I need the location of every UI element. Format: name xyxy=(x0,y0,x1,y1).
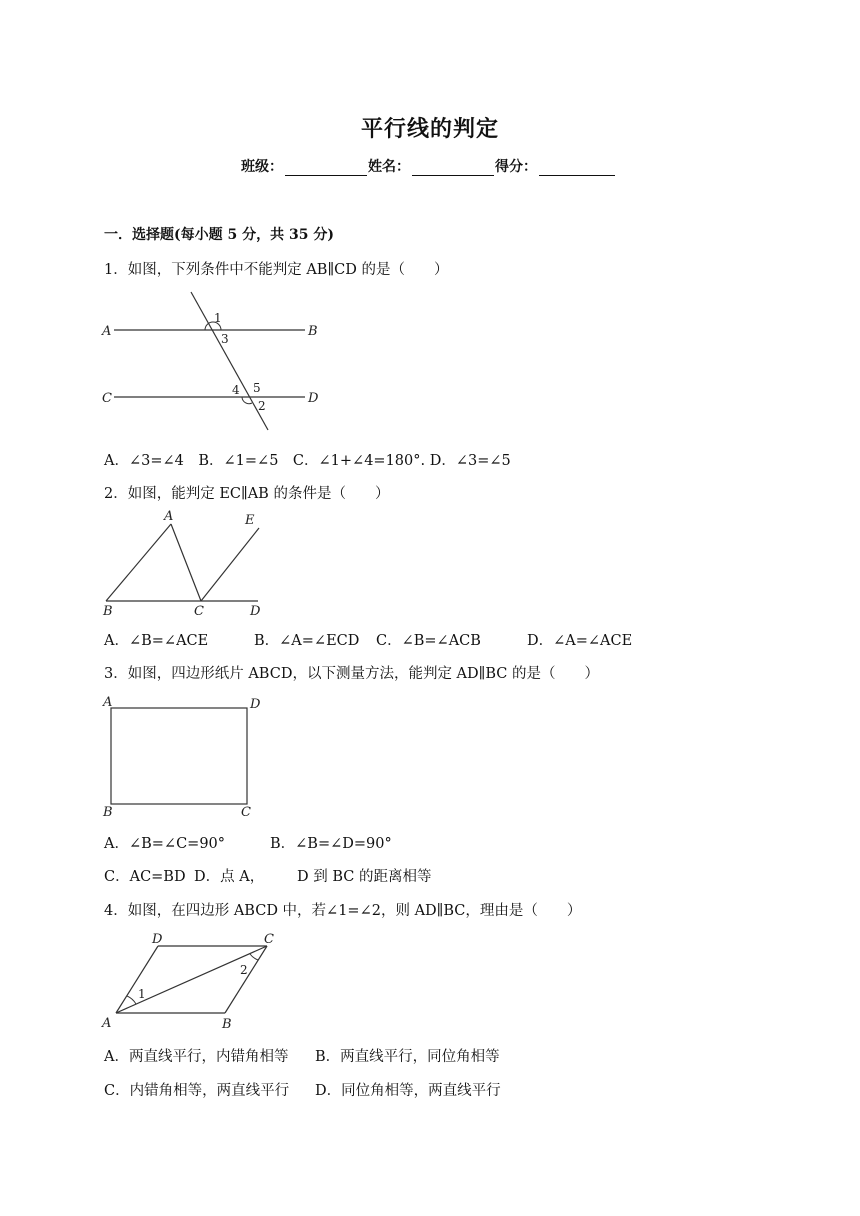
page-title: 平行线的判定 xyxy=(360,116,499,142)
q1-label-a: A xyxy=(102,324,112,339)
q3-option-c[interactable]: C．AC=BD xyxy=(104,869,186,885)
q4-angle-2: 2 xyxy=(240,963,248,977)
question-4-figure xyxy=(100,928,290,1034)
class-blank[interactable] xyxy=(285,160,367,176)
q1-angle-2: 2 xyxy=(258,399,266,413)
q3-label-d: D xyxy=(250,697,261,712)
name-blank[interactable] xyxy=(412,160,494,176)
q1-label-b: B xyxy=(308,324,318,339)
q1-angle-3: 3 xyxy=(221,332,229,346)
q1-label-d: D xyxy=(308,391,319,406)
q1-label-c: C xyxy=(102,391,112,406)
q2-label-a: A xyxy=(164,509,174,524)
q3-option-b[interactable]: B．∠B=∠D=90° xyxy=(270,836,392,852)
question-1-options: A．∠3=∠4 B．∠1=∠5 C．∠1+∠4=180°. D．∠3=∠5 xyxy=(104,453,511,469)
q1-angle-5: 5 xyxy=(253,381,261,395)
q2-label-c: C xyxy=(194,604,204,619)
q2-option-a[interactable]: A．∠B=∠ACE xyxy=(104,633,209,649)
score-label: 得分： xyxy=(495,159,537,175)
q3-label-c: C xyxy=(241,805,251,820)
question-3-figure xyxy=(100,692,270,820)
class-label: 班级： xyxy=(241,159,283,175)
score-blank[interactable] xyxy=(539,160,615,176)
q4-option-c[interactable]: C．内错角相等，两直线平行 xyxy=(104,1083,290,1099)
q2-option-c[interactable]: C．∠B=∠ACB xyxy=(376,633,481,649)
q2-option-d[interactable]: D．∠A=∠ACE xyxy=(527,633,633,649)
q1-angle-1: 1 xyxy=(214,311,222,325)
q4-option-a[interactable]: A．两直线平行，内错角相等 xyxy=(104,1049,289,1065)
question-4-stem: 4．如图，在四边形 ABCD 中，若∠1=∠2，则 AD∥BC，理由是（ ） xyxy=(104,903,582,919)
q4-label-c: C xyxy=(264,932,274,947)
q3-label-b: B xyxy=(103,805,113,820)
q4-label-d: D xyxy=(152,932,163,947)
question-2-stem: 2．如图，能判定 EC∥AB 的条件是（ ） xyxy=(104,486,390,502)
question-3-stem: 3．如图，四边形纸片 ABCD，以下测量方法，能判定 AD∥BC 的是（ ） xyxy=(104,666,599,682)
question-2-figure xyxy=(100,508,270,618)
q1-angle-4: 4 xyxy=(232,383,240,397)
name-label: 姓名： xyxy=(368,159,410,175)
q3-label-a: A xyxy=(103,695,113,710)
q2-option-b[interactable]: B．∠A=∠ECD xyxy=(254,633,360,649)
q3-option-d[interactable]: D．点 A， xyxy=(194,869,265,885)
q4-label-a: A xyxy=(102,1016,112,1031)
q3-option-a[interactable]: A．∠B=∠C=90° xyxy=(104,836,226,852)
q4-label-b: B xyxy=(222,1017,232,1032)
q2-label-b: B xyxy=(103,604,113,619)
q2-label-d: D xyxy=(250,604,261,619)
q4-option-d[interactable]: D．同位角相等，两直线平行 xyxy=(315,1083,501,1099)
q2-label-e: E xyxy=(245,513,255,528)
question-1-figure xyxy=(100,290,330,432)
q4-option-b[interactable]: B．两直线平行，同位角相等 xyxy=(315,1049,500,1065)
q4-angle-1: 1 xyxy=(138,987,146,1001)
q3-option-d-continued: D 到 BC 的距离相等 xyxy=(297,869,432,885)
section-heading: 一．选择题(每小题 5 分，共 35 分) xyxy=(104,227,334,243)
question-1-stem: 1．如图，下列条件中不能判定 AB∥CD 的是（ ） xyxy=(104,262,449,278)
student-info-line xyxy=(241,156,616,176)
